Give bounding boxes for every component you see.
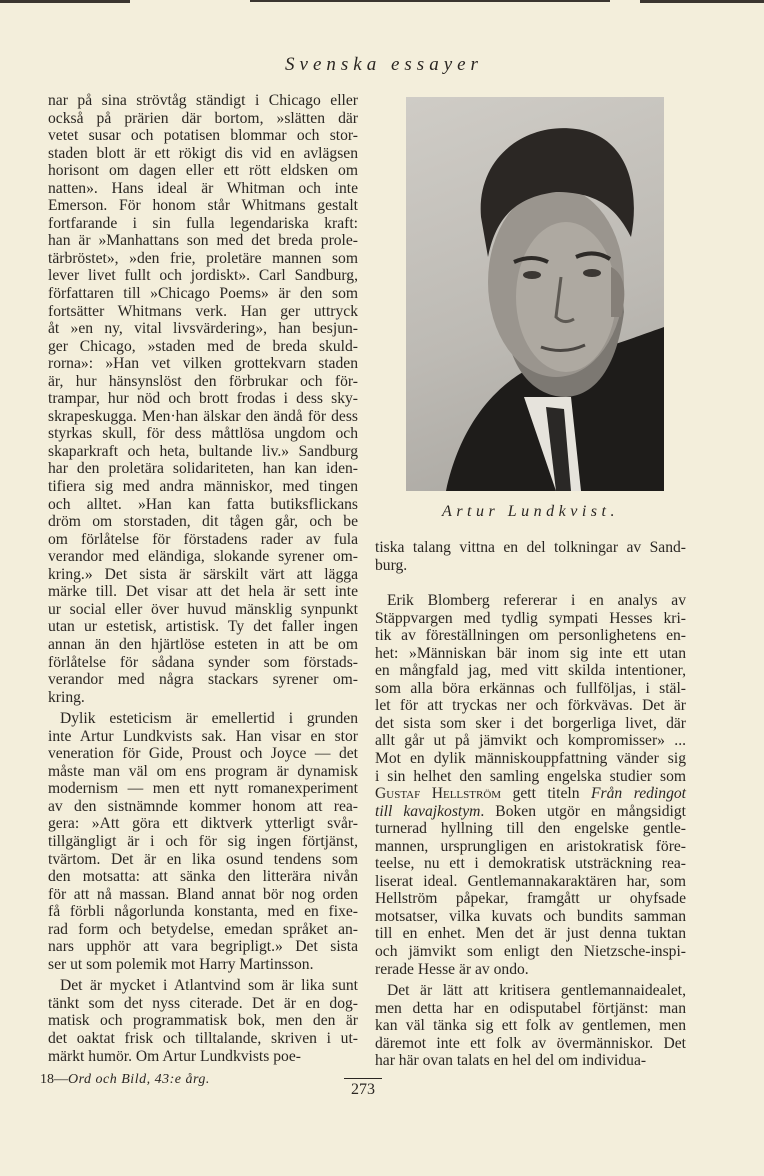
text-line: det sista som sker i det borgerliga livet, där (375, 714, 686, 732)
text-line: märkt humör. Om Artur Lundkvists poe- (48, 1047, 301, 1065)
text-line: tänkt som det nyss citerade. Det är en dog- (48, 994, 358, 1012)
text-line: Det är mycket i Atlantvind som är lika sunt (60, 977, 358, 995)
text-line: let för att tryckas ner och förkvävas. Det är (375, 697, 686, 715)
scan-edge (640, 0, 764, 3)
text-line: den motsatta: att sänka den litterära nivån (48, 868, 358, 886)
text-line: fortsätter Whitmans verk. Han ger uttryck (48, 302, 358, 320)
text-line: verandor med eländiga, slokande syrener om- (48, 548, 358, 566)
text-line: lever livet fullt och jordiskt». Carl Sandburg, (48, 267, 358, 285)
text-line: annan än den hjärtlöse esteten in att be om (48, 635, 358, 653)
text-line: skaparkraft och heta, bultande liv.» Sandburg (48, 442, 358, 460)
text-line: verandor med några stackars syrener om- (48, 671, 358, 689)
text-line: tillgängligt är i och för sig ingen förtjänst, (48, 832, 358, 850)
text-line: ger Chicago, »staden med de breda skuld- (48, 337, 358, 355)
text-line: Erik Blomberg refererar i en analys av (387, 592, 686, 610)
text-line: nar på sina strövtåg ständigt i Chicago eller (48, 92, 358, 109)
text-line: het: »Människan bär inom sig inte ett utan (375, 644, 686, 662)
text-line: är, hur hänsynslöst den förbrukar och för- (48, 372, 358, 390)
text-line: han är »Manhattans son med det breda prole- (48, 232, 358, 250)
text-line: kring.» Det sista är särskilt värt att lägga (48, 565, 358, 583)
paragraph (48, 977, 358, 1065)
text-line: tiska talang vittna en del tolkningar av Sand- (375, 539, 686, 556)
text-line: har här ovan talats en hel del om individua- (375, 1052, 647, 1070)
text-line: måste man väl om ens program är dynamisk (48, 762, 358, 780)
footer-signature (40, 1072, 210, 1088)
text-line: har den proletära solidariteten, han kan iden- (48, 460, 358, 478)
text-line: skrapeskugga. Men·han älskar den ändå för dess (48, 407, 358, 425)
text-line: gera: »Att göra ett diktverk ytterligt svår- (48, 815, 358, 833)
paragraph (375, 592, 686, 978)
text-line: Stäppvargen med tydlig sympati Hesses kri- (375, 609, 686, 627)
text-line: utan ur estetisk, artistisk. Ty det faller ingen (48, 618, 358, 636)
text-line: horisont om dagen eller ett rött eldsken om (48, 162, 358, 180)
text-line: märke till. Det visar att det hela är sett inte (48, 583, 358, 601)
paragraph (375, 982, 686, 1070)
text-line: burg. (375, 556, 408, 574)
text-line: en mångfald jag, med vitt skilda intentioner, (375, 662, 686, 680)
text-line: tik av föreställningen om personlighetens en- (375, 627, 686, 645)
text-line: kring. (48, 688, 85, 706)
text-line: få förbli någorlunda konstanta, med en fixe- (48, 903, 358, 921)
text-line: teelse, nu ett i demokratisk utsträckning rea- (375, 855, 686, 873)
author-name: Gustaf Hellström (375, 785, 502, 803)
text-line: till en enhet. Men det är just denna tuktan (375, 925, 686, 943)
text-line: ur social eller över huvud mänsklig synpunkt (48, 600, 358, 618)
text-line: mannen, ursprungligen en aristokratisk före- (375, 837, 686, 855)
text-line: allt går ut på jämvikt och kompromisser» ... (375, 732, 686, 750)
running-header: Svenska essayer (285, 54, 483, 75)
text-line (375, 785, 686, 803)
text-line: Det är lätt att kritisera gentlemannaidealet, (387, 982, 686, 1000)
text-line: och alltet. »Han kan fatta butiksflickans (48, 495, 358, 513)
text-line: kan väl tänka sig ett folk av gentlemen, men (375, 1017, 686, 1035)
text-line (375, 803, 686, 821)
text-line: trampar, hur nöd och brott frodas i dess sky- (48, 390, 358, 408)
text-line: fortfarande i sin fulla legendariska kraft: (48, 214, 358, 232)
scan-edge (0, 0, 130, 3)
text-line: ser ut som polemik mot Harry Martinsson. (48, 955, 314, 973)
paragraph (48, 92, 358, 706)
text-line: åt »en ny, vital livsvärdering», han besjun- (48, 320, 358, 338)
text-line: och jämvikt som enligt den Nietzsche-inspi- (375, 943, 686, 961)
page-number: 273 (344, 1078, 382, 1099)
portrait-image (406, 97, 664, 491)
text-line: styrkas skull, för dess måttlösa ungdom och (48, 425, 358, 443)
paragraph (48, 710, 358, 973)
text-line: också på prärien där bortom, »slätten där (48, 109, 358, 127)
right-text-column (375, 539, 686, 1074)
text-segment: gett titeln (501, 785, 592, 803)
text-line: författaren till »Chicago Poems» är den som (48, 285, 358, 303)
text-line: natten». Hans ideal är Whitman och inte (48, 179, 358, 197)
text-line: förlåtelse för sådana synder som förstads- (48, 653, 358, 671)
text-line: dröm om storstaden, dit tågen går, och be (48, 513, 358, 531)
scan-edge (250, 0, 610, 2)
photo-caption: Artur Lundkvist. (442, 503, 619, 520)
text-line: av den sistnämnde kommer honom att rea- (48, 797, 358, 815)
text-line: liserat ideal. Gentlemannakaraktären har, som (375, 872, 686, 890)
left-text-column (48, 92, 358, 1069)
signature-mark: 18— (40, 1072, 68, 1087)
text-line: Emerson. För honom står Whitmans gestalt (48, 197, 358, 215)
text-line: för att nå massan. Bland annat bör nog orden (48, 885, 358, 903)
text-line: staden blott är ett rökigt dis vid en avlägsen (48, 144, 358, 162)
text-line: tvärtom. Det är en lika osund tendens som (48, 850, 358, 868)
text-line: vetet susar och potatisen blommar och stor- (48, 127, 358, 145)
text-line: modernism — men ett nytt romanexperiment (48, 780, 358, 798)
text-line: Mot en dylik människouppfattning vänder sig (375, 750, 686, 768)
text-line: turnerad hyllning till den engelske gentle- (375, 820, 686, 838)
paragraph (375, 539, 686, 574)
text-line: nars upphör att vara begripligt.» Det sista (48, 938, 358, 956)
text-line: matisk och programmatisk bok, men den är (48, 1012, 358, 1030)
text-line: rerade Hesse är av ondo. (375, 960, 529, 978)
text-line: Dylik esteticism är emellertid i grunden (60, 710, 358, 728)
text-line: inte Artur Lundkvists sak. Han visar en stor (48, 727, 358, 745)
text-line: Hellström påpekar, framgått ur ohyfsade (375, 890, 686, 908)
book-title: till kavajkostym (375, 802, 481, 820)
text-line: det oaktat frisk och tilltalande, skriven i ut- (48, 1029, 358, 1047)
text-line: motsatser, vilka kuvats och bundits samman (375, 907, 686, 925)
book-title: Från redingot (591, 785, 686, 803)
text-line: men detta har en odisputabel förtjänst: man (375, 999, 686, 1017)
text-line: om förlåtelse för förstadens rader av fula (48, 530, 358, 548)
text-segment: . Boken utgör en mångsidigt (480, 802, 686, 820)
text-line: veneration för Gide, Proust och Joyce — det (48, 745, 358, 763)
journal-name: Ord och Bild, 43:e årg. (68, 1072, 210, 1087)
text-line: rad form och betydelse, emedan språket an- (48, 920, 358, 938)
text-line: rorna»: »Han vet vilken grottekvarn staden (48, 355, 358, 373)
text-line: tifiera sig med andra människor, med tingen (48, 478, 358, 496)
text-line: som alla böra erkännas och fullföljas, i stäl- (375, 679, 686, 697)
text-line: tärbröstet», »den frie, proletäre mannen som (48, 249, 358, 267)
text-line: däremot inte ett folk av övermänniskor. Det (375, 1034, 686, 1052)
author-portrait-photo (406, 97, 664, 491)
text-line: i sin helhet den samling engelska studier som (375, 767, 686, 785)
